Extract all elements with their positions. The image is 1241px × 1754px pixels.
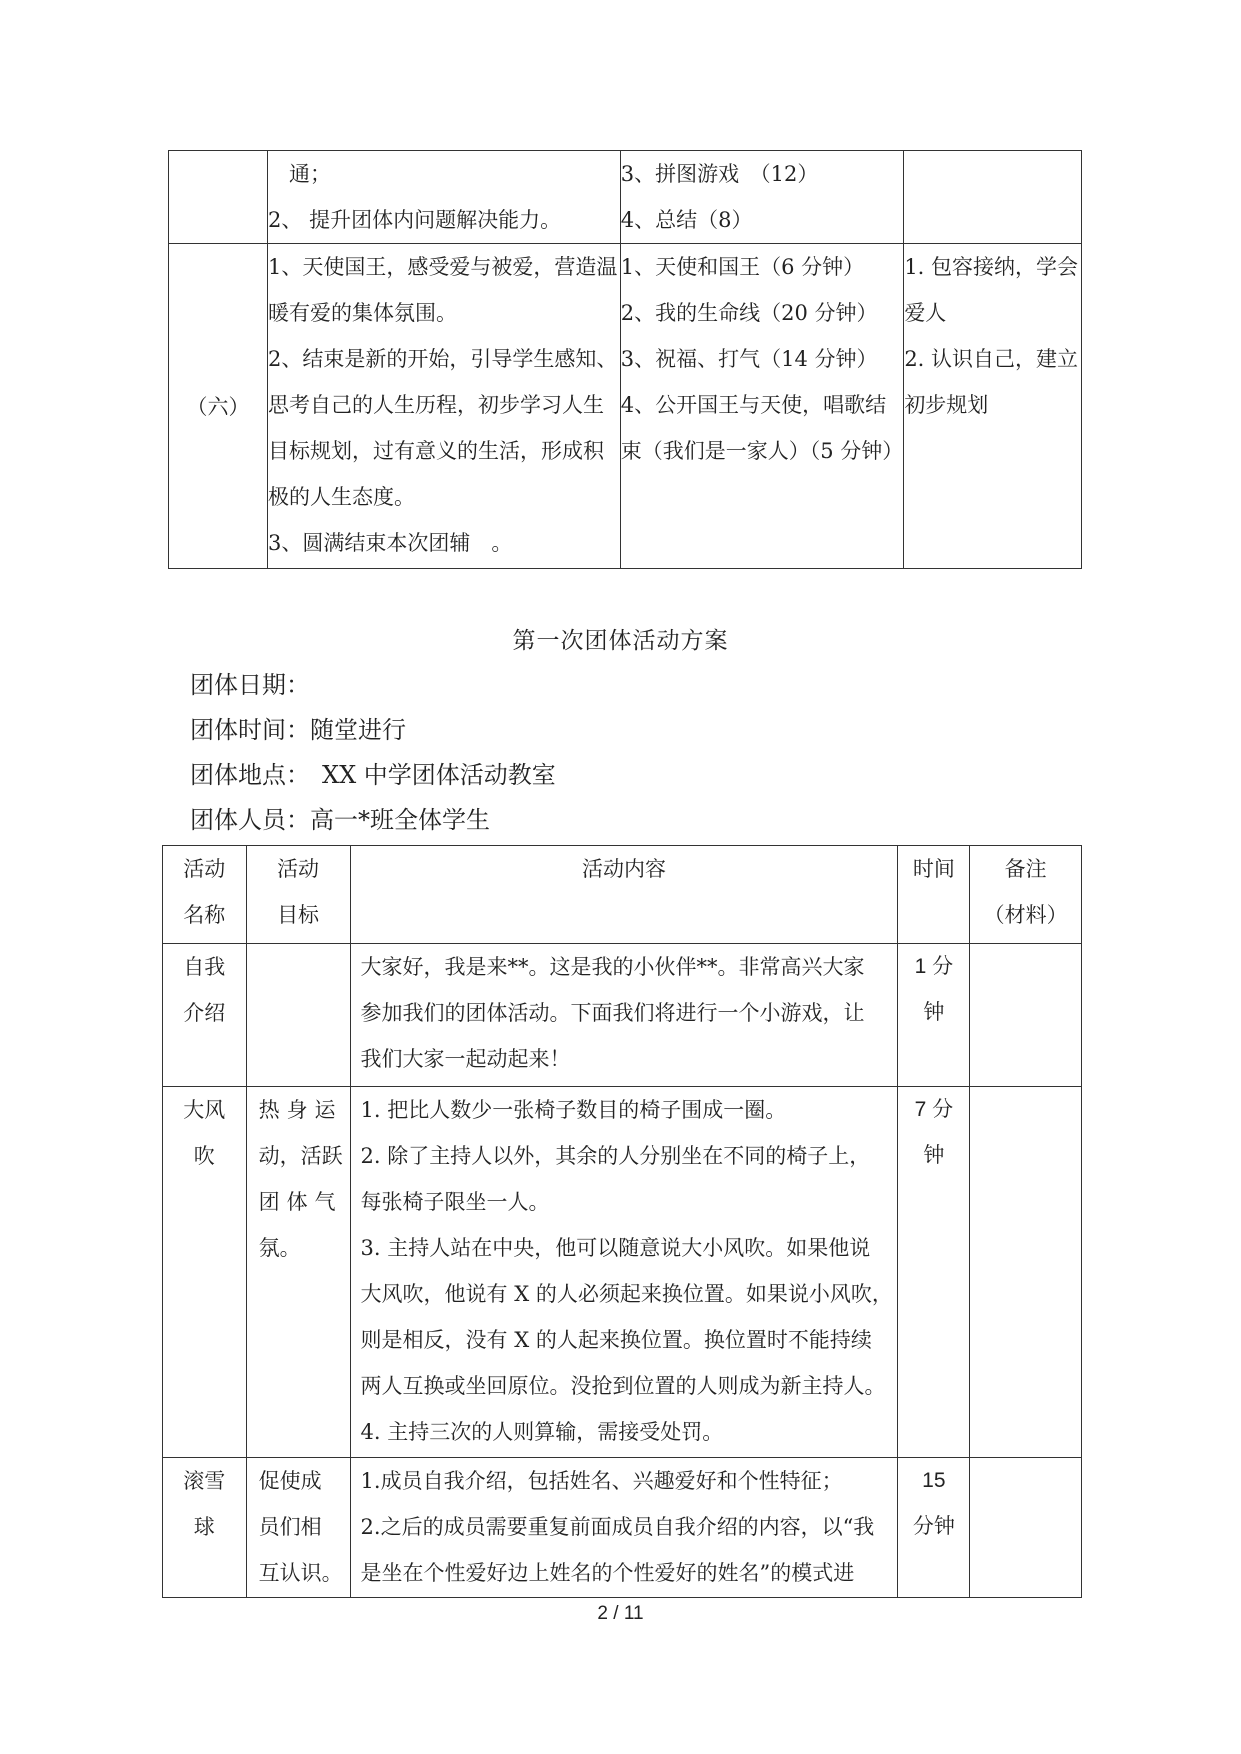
activity-content-cell: 1. 把比人数少一张椅子数目的椅子围成一圈。 2. 除了主持人以外，其余的人分别坐在不同的椅子上， 每张椅子限坐一人。 3. 主持人站在中央，他可以随意说大小风吹。如果他说 大风吹，他说有 X 的人必须起来换位置。如果说小风吹， 则是相反，没有 X 的人起来换位置。换位置时不能持续 两人互换或坐回原位。没抢到位置的人则成为新主持人。 4. 主持三次的人则算输，需接受处罚。 (350, 1087, 898, 1458)
goal-line: 3、圆满结束本次团辅 。 (268, 531, 513, 555)
table-row (169, 151, 1082, 244)
activity-plan-table (162, 845, 1082, 1598)
goal-line: 目标规划，过有意义的生活，形成积 (268, 439, 605, 463)
activity-line: 2、我的生命线（20 分钟） (620, 301, 878, 325)
header-note: 备注 （材料） (970, 846, 1082, 944)
activity-content-cell: 1.成员自我介绍，包括姓名、兴趣爱好和个性特征； 2.之后的成员需要重复前面成员自我介绍的内容，以“我 是坐在个性爱好边上姓名的个性爱好的姓名”的模式进 (350, 1458, 898, 1598)
notes-cell (904, 151, 1082, 244)
table-row (163, 1458, 1082, 1598)
group-members: 团体人员：高一*班全体学生 (190, 806, 490, 834)
session-number-cell (169, 244, 268, 569)
activity-line: 3、祝福、打气（14 分钟） (620, 347, 878, 371)
activity-note-cell (970, 944, 1082, 1087)
note-line: 1. 包容接纳，学会 (904, 255, 1079, 279)
goal-cell (268, 244, 621, 569)
goal-line: 极的人生态度。 (268, 485, 416, 509)
activity-time-cell: 1 分 钟 (898, 944, 970, 1087)
activity-line: 4、公开国王与天使，唱歌结 (620, 393, 887, 417)
activity-name-cell: 自我 介绍 (163, 944, 247, 1087)
note-line: 初步规划 (904, 393, 989, 417)
table-row (169, 244, 1082, 569)
activity-line: 束（我们是一家人）（5 分钟） (620, 439, 904, 463)
table-header-row (163, 846, 1082, 944)
activity-name-cell: 滚雪 球 (163, 1458, 247, 1598)
session-number: （六） (186, 395, 250, 419)
schedule-table-continued (168, 150, 1082, 569)
group-time: 团体时间：随堂进行 (190, 716, 406, 744)
goal-line: 1、天使国王，感受爱与被爱，营造温 (268, 255, 618, 279)
activity-line: 1、天使和国王（6 分钟） (620, 255, 865, 279)
group-date: 团体日期： (190, 671, 310, 699)
note-line: 2. 认识自己，建立 (904, 347, 1079, 371)
goal-line: 暖有爱的集体氛围。 (268, 301, 458, 325)
header-activity-content: 活动内容 (350, 846, 898, 944)
notes-cell (904, 244, 1082, 569)
activity-goal-cell: 热身运 动，活跃 团体气 氛。 (246, 1087, 350, 1458)
note-line: 爱人 (904, 301, 947, 325)
plan-title: 第一次团体活动方案 (512, 628, 729, 654)
goal-line: 通； (268, 162, 332, 186)
header-time: 时间 (898, 846, 970, 944)
group-place: 团体地点： XX 中学团体活动教室 (190, 761, 556, 789)
page-number: 2 / 11 (597, 1603, 644, 1624)
activity-note-cell (970, 1087, 1082, 1458)
activity-content-cell: 大家好，我是来**。这是我的小伙伴**。非常高兴大家 参加我们的团体活动。下面我们将进行一个小游戏，让 我们大家一起动起来！ (350, 944, 898, 1087)
goal-cell (268, 151, 621, 244)
header-activity-name: 活动 名称 (163, 846, 247, 944)
activity-time-cell: 7 分 钟 (898, 1087, 970, 1458)
goal-line: 2、结束是新的开始，引导学生感知、 (268, 347, 618, 371)
session-number-cell (169, 151, 268, 244)
activities-cell (620, 244, 904, 569)
goal-line: 思考自己的人生历程，初步学习人生 (268, 393, 605, 417)
activity-goal-cell (246, 944, 350, 1087)
table-row (163, 1087, 1082, 1458)
activity-goal-cell: 促使成 员们相 互认识。 (246, 1458, 350, 1598)
activity-line: 4、总结（8） (620, 208, 753, 232)
activity-note-cell (970, 1458, 1082, 1598)
header-activity-goal: 活动 目标 (246, 846, 350, 944)
activities-cell (620, 151, 904, 244)
table-row (163, 944, 1082, 1087)
goal-line: 2、 提升团体内问题解决能力。 (268, 208, 562, 232)
activity-name-cell: 大风 吹 (163, 1087, 247, 1458)
activity-line: 3、拼图游戏 （12） (620, 162, 819, 186)
activity-time-cell: 15 分钟 (898, 1458, 970, 1598)
